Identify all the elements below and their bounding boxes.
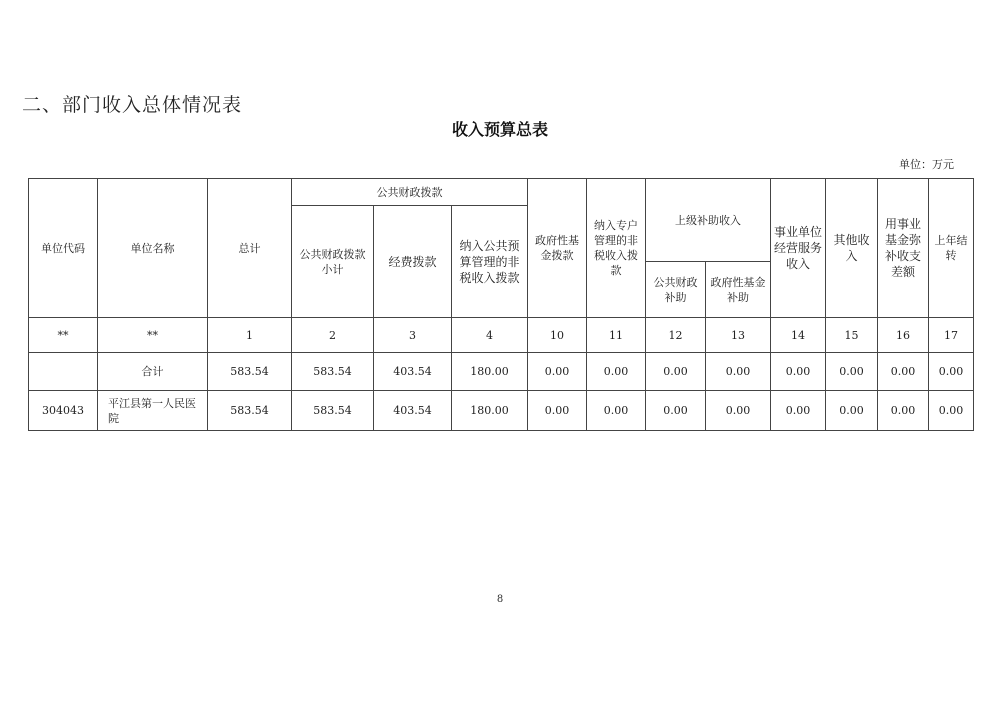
table-cell: 403.54 xyxy=(374,353,452,391)
table-cell: 583.54 xyxy=(292,391,374,431)
table-cell: 583.54 xyxy=(292,353,374,391)
table-cell: 17 xyxy=(929,318,974,353)
table-cell: 15 xyxy=(826,318,878,353)
header-unit-code: 单位代码 xyxy=(29,179,98,318)
header-public-finance-group: 公共财政拨款 xyxy=(292,179,528,206)
table-cell: 0.00 xyxy=(528,353,587,391)
table-cell: 1 xyxy=(208,318,292,353)
table-cell: 0.00 xyxy=(826,353,878,391)
table-cell: 0.00 xyxy=(706,391,771,431)
table-cell: 403.54 xyxy=(374,391,452,431)
income-budget-table xyxy=(28,178,974,431)
total-row xyxy=(29,353,974,391)
header-gov-fund: 政府性基金拨款 xyxy=(528,179,587,318)
table-cell: 12 xyxy=(646,318,706,353)
total-label: 合计 xyxy=(98,353,208,391)
table-row xyxy=(29,391,974,431)
header-business-income: 事业单位经营服务收入 xyxy=(771,179,826,318)
index-row xyxy=(29,318,974,353)
header-gov-fund-subsidy: 政府性基金补助 xyxy=(706,262,771,318)
table-cell: 4 xyxy=(452,318,528,353)
header-public-finance-subtotal: 公共财政拨款小计 xyxy=(292,206,374,318)
table-cell xyxy=(29,353,98,391)
table-cell: 0.00 xyxy=(587,353,646,391)
table-cell: 0.00 xyxy=(646,391,706,431)
table-cell: 0.00 xyxy=(929,353,974,391)
table-cell: 0.00 xyxy=(878,391,929,431)
table-cell: 180.00 xyxy=(452,391,528,431)
table-cell: 3 xyxy=(374,318,452,353)
table-cell: 0.00 xyxy=(646,353,706,391)
table-cell: 14 xyxy=(771,318,826,353)
header-other-income: 其他收入 xyxy=(826,179,878,318)
table-cell: 0.00 xyxy=(771,391,826,431)
unit-label: 单位：万元 xyxy=(899,158,954,171)
table-cell: 11 xyxy=(587,318,646,353)
table-cell: 0.00 xyxy=(528,391,587,431)
table-cell: 13 xyxy=(706,318,771,353)
header-nontax-special: 纳入专户管理的非税收入拨款 xyxy=(587,179,646,318)
table-cell: 0.00 xyxy=(878,353,929,391)
document-title: 收入预算总表 xyxy=(451,120,548,139)
table-cell: 583.54 xyxy=(208,391,292,431)
header-operating-funds: 经费拨款 xyxy=(374,206,452,318)
table-cell: 180.00 xyxy=(452,353,528,391)
table-cell: 10 xyxy=(528,318,587,353)
section-title: 二、部门收入总体情况表 xyxy=(22,94,243,116)
header-row-1 xyxy=(29,179,974,206)
table-cell: 583.54 xyxy=(208,353,292,391)
table-cell: 0.00 xyxy=(929,391,974,431)
header-fund-balance: 用事业基金弥补收支差额 xyxy=(878,179,929,318)
page-number: 8 xyxy=(496,594,504,605)
table-cell: 0.00 xyxy=(826,391,878,431)
header-total: 总计 xyxy=(208,179,292,318)
unit-name-cell: 平江县第一人民医院 xyxy=(98,391,208,431)
table-cell: 0.00 xyxy=(587,391,646,431)
header-nontax-in-budget: 纳入公共预算管理的非税收入拨款 xyxy=(452,206,528,318)
header-unit-name: 单位名称 xyxy=(98,179,208,318)
table-cell: 2 xyxy=(292,318,374,353)
table-cell: 16 xyxy=(878,318,929,353)
header-upper-subsidy-group: 上级补助收入 xyxy=(646,179,771,262)
table-cell: ** xyxy=(29,318,98,353)
table-cell: ** xyxy=(98,318,208,353)
unit-code-cell: 304043 xyxy=(29,391,98,431)
table-cell: 0.00 xyxy=(771,353,826,391)
header-public-finance-subsidy: 公共财政补助 xyxy=(646,262,706,318)
header-prior-year-carryover: 上年结转 xyxy=(929,179,974,318)
table-cell: 0.00 xyxy=(706,353,771,391)
